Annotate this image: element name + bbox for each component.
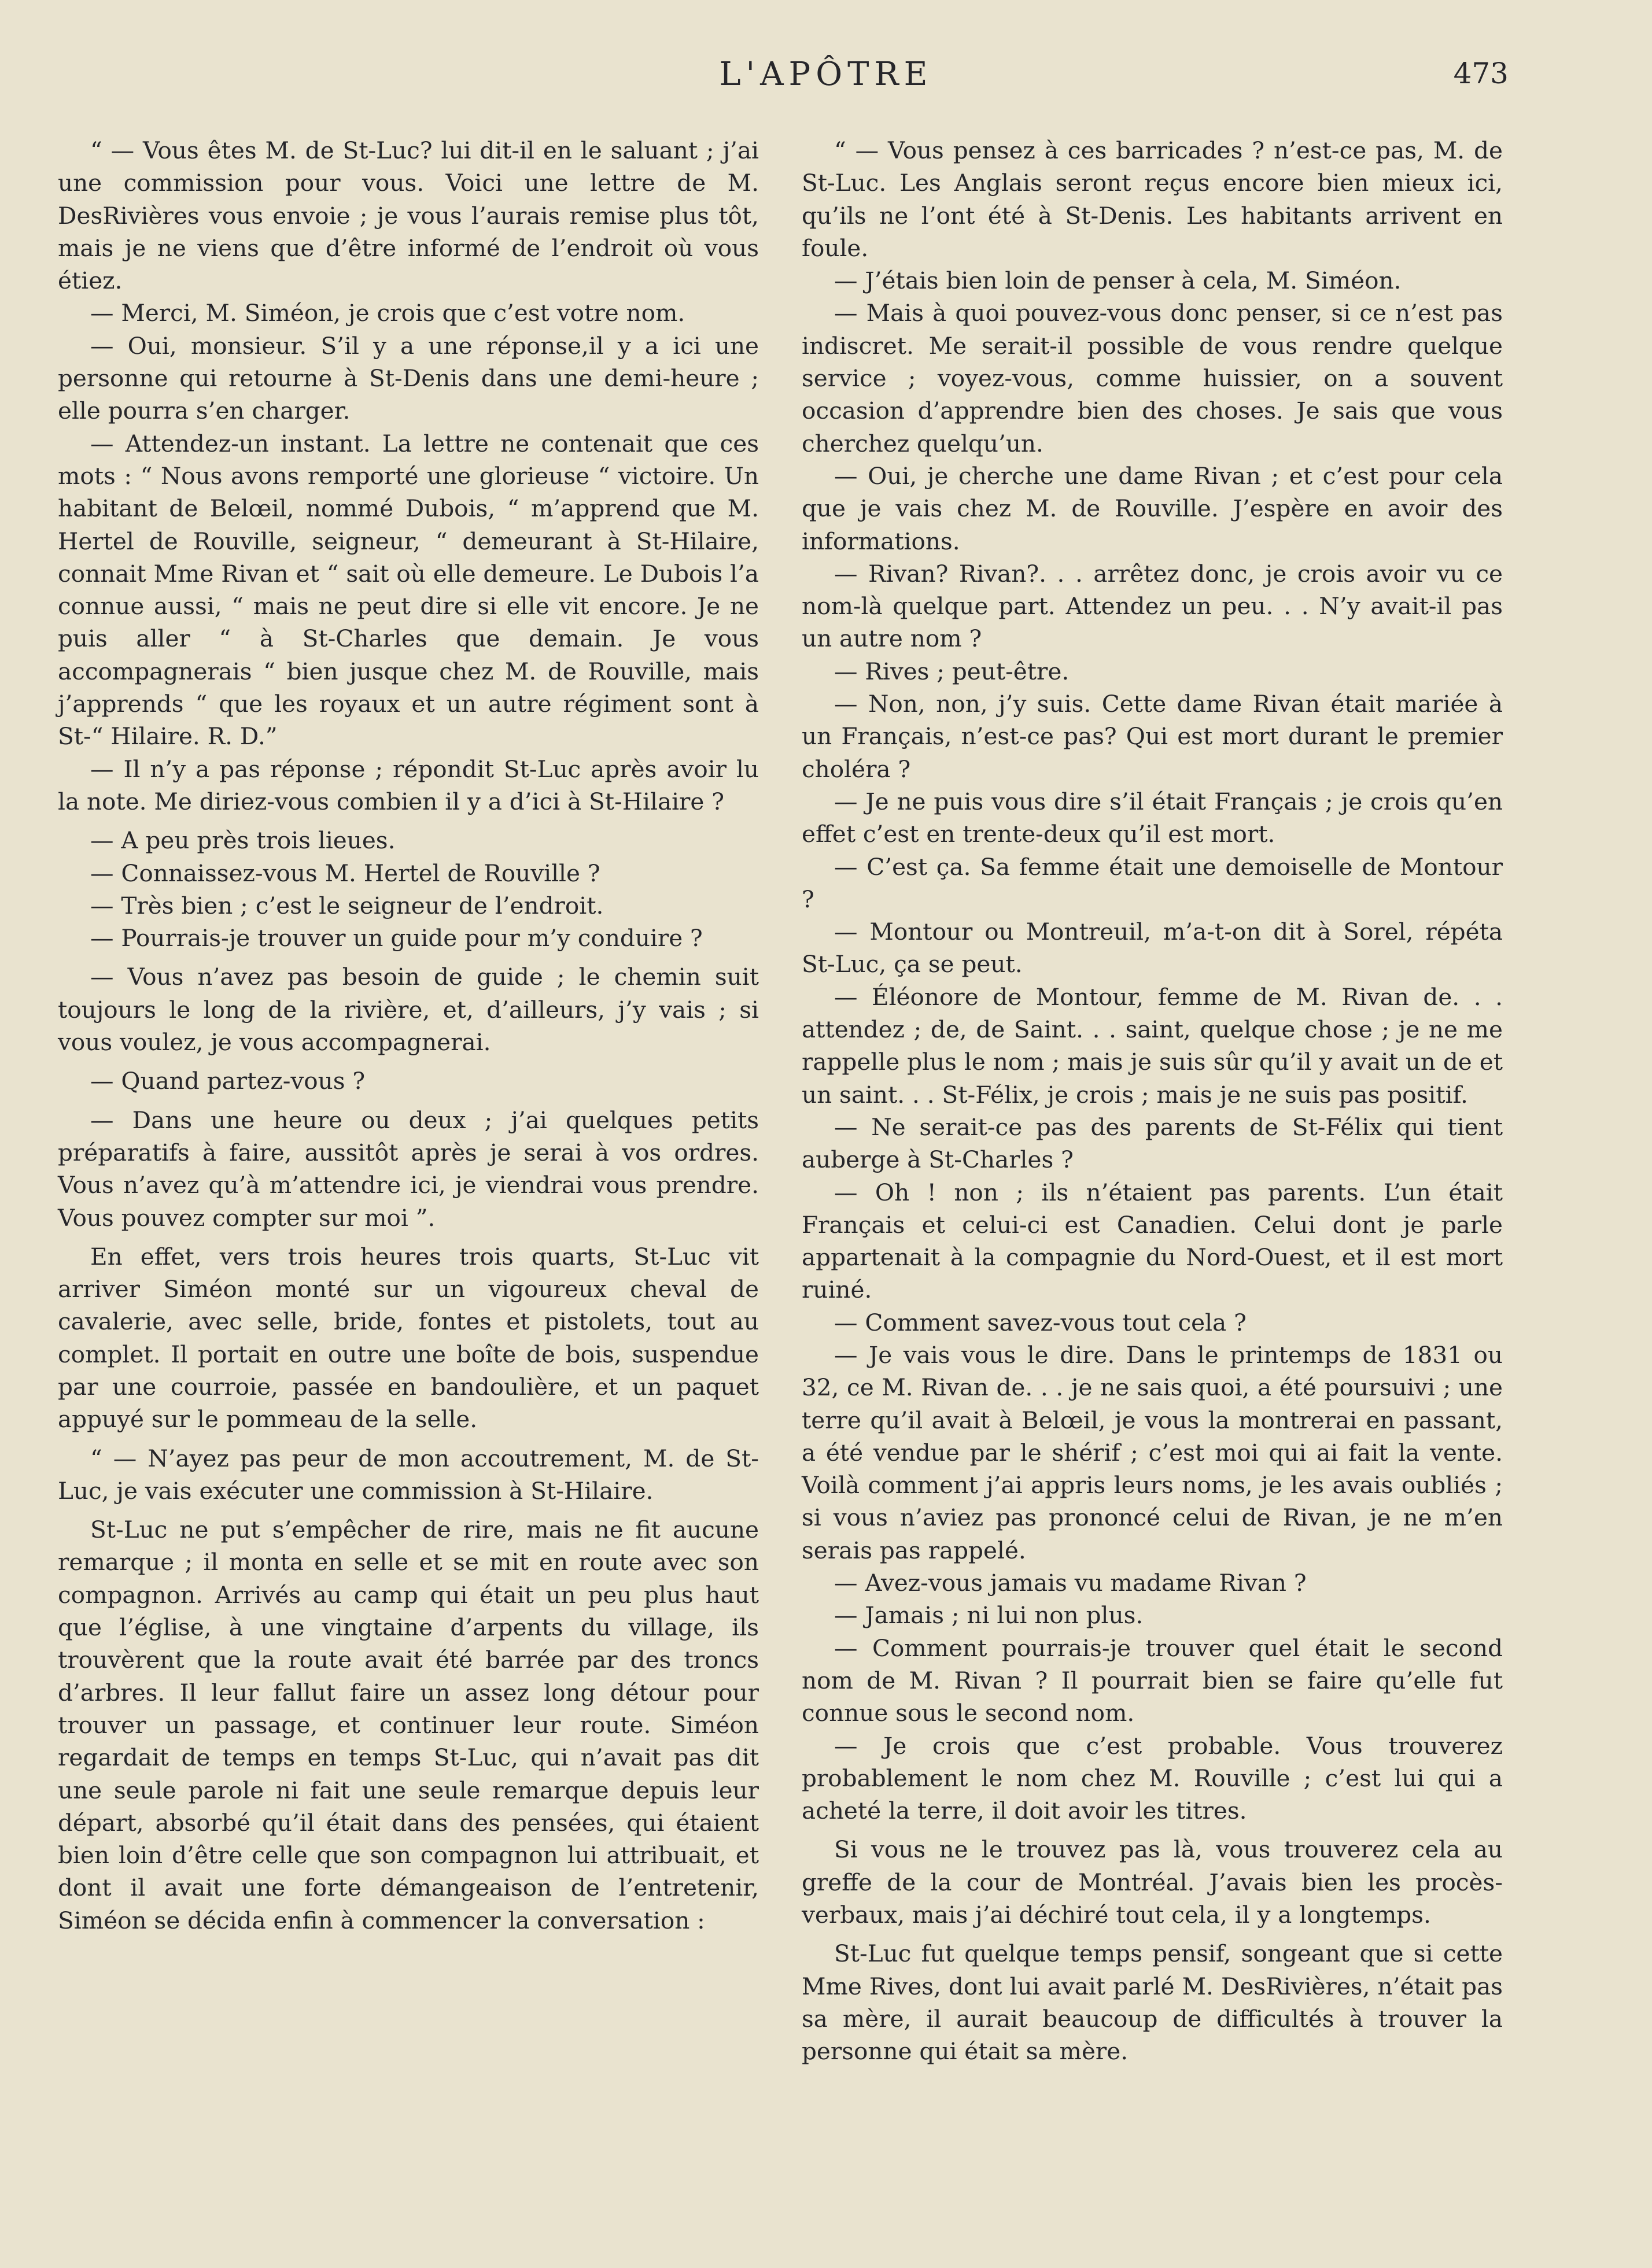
paragraph: — Attendez-un instant. La lettre ne contenait que ces mots : “ Nous avons remporté une glorieuse “ victoire. Un habitant de Belœil, nommé Dubois, “ m’apprend que M. Hertel de Rouville, seigneur, “ demeurant à St-Hilaire, connait Mme Rivan et “ sait où elle demeure. Le Dubois l’a connue aussi, “ mais ne peut dire si elle vit encore. Je ne puis aller “ à St-Charles que demain. Je vous accompagnerais “ bien jusque chez M. de Rouville, mais j’apprends “ que les royaux et un autre régiment sont à St-“ Hilaire. R. D.” bbox=[58, 429, 759, 751]
paragraph: — Connaissez-vous M. Hertel de Rouville ? bbox=[90, 859, 600, 887]
paragraph: — Merci, M. Siméon, je crois que c’est votre nom. bbox=[90, 299, 685, 327]
running-title: L'APÔTRE bbox=[719, 56, 933, 93]
paragraph: — Oui, je cherche une dame Rivan ; et c’est pour cela que je vais chez M. de Rouville. J’espère en avoir des informations. bbox=[802, 461, 1503, 555]
paragraph: Si vous ne le trouvez pas là, vous trouverez cela au greffe de la cour de Montréal. J’avais bien les procès-verbaux, mais j’ai déchiré tout cela, il y a longtemps. bbox=[802, 1835, 1503, 1929]
paragraph: — Éléonore de Montour, femme de M. Rivan de. . . attendez ; de, de Saint. . . saint, quelque chose ; je ne me rappelle plus le nom ; mais je suis sûr qu’il y avait un de et un saint. . . St-Félix, je crois ; mais je ne suis pas positif. bbox=[802, 982, 1503, 1109]
paragraph: — Il n’y a pas réponse ; répondit St-Luc après avoir lu la note. Me diriez-vous combien il y a d’ici à St-Hilaire ? bbox=[58, 755, 759, 815]
paragraph: “ — Vous pensez à ces barricades ? n’est-ce pas, M. de St-Luc. Les Anglais seront reçus encore bien mieux ici, qu’ils ne l’ont été à St-Denis. Les habitants arrivent en foule. bbox=[802, 136, 1503, 262]
paragraph: “ — Vous êtes M. de St-Luc? lui dit-il en le saluant ; j’ai une commission pour vous. Voici une lettre de M. DesRivières vous envoie ; je vous l’aurais remise plus tôt, mais je ne viens que d’être informé de l’endroit où vous étiez. bbox=[58, 136, 759, 295]
paragraph: — Très bien ; c’est le seigneur de l’endroit. bbox=[90, 891, 604, 919]
right-column bbox=[802, 134, 1503, 2068]
paragraph: — Non, non, j’y suis. Cette dame Rivan était mariée à un Français, n’est-ce pas? Qui est mort durant le premier choléra ? bbox=[802, 690, 1503, 783]
paragraph: — Montour ou Montreuil, m’a-t-on dit à Sorel, répéta St-Luc, ça se peut. bbox=[802, 918, 1503, 978]
paragraph: — Comment savez-vous tout cela ? bbox=[834, 1308, 1247, 1336]
paragraph: — C’est ça. Sa femme était une demoiselle de Montour ? bbox=[802, 852, 1503, 913]
paragraph: — Je ne puis vous dire s’il était Français ; je crois qu’en effet c’est en trente-deux qu’il est mort. bbox=[802, 787, 1503, 848]
paragraph: St-Luc ne put s’empêcher de rire, mais ne fit aucune remarque ; il monta en selle et se mit en route avec son compagnon. Arrivés au camp qui était un peu plus haut que l’église, à une vingtaine d’arpents du village, ils trouvèrent que la route avait été barrée par des troncs d’arbres. Il leur fallut faire un assez long détour pour trouver un passage, et continuer leur route. Siméon regardait de temps en temps St-Luc, qui n’avait pas dit une seule parole ni fait une seule remarque depuis leur départ, absorbé qu’il était dans des pensées, qui étaient bien loin d’être celle que son compagnon lui attribuait, et dont il avait une forte démangeaison de l’entretenir, Siméon se décida enfin à commencer la conversation : bbox=[58, 1516, 759, 1934]
page-number: 473 bbox=[1453, 57, 1509, 90]
paragraph: — Je vais vous le dire. Dans le printemps de 1831 ou 32, ce M. Rivan de. . . je ne sais quoi, a été poursuivi ; une terre qu’il avait à Belœil, je vous la montrerai en passant, a été vendue par le shérif ; c’est moi qui ai fait la vente. Voilà comment j’ai appris leurs noms, je les avais oubliés ; si vous n’aviez pas prononcé celui de Rivan, je ne m’en serais pas rappelé. bbox=[802, 1340, 1503, 1564]
paragraph: St-Luc fut quelque temps pensif, songeant que si cette Mme Rives, dont lui avait parlé M. DesRivières, n’était pas sa mère, il aurait beaucoup de difficultés à trouver la personne qui était sa mère. bbox=[802, 1940, 1503, 2066]
paragraph: — Mais à quoi pouvez-vous donc penser, si ce n’est pas indiscret. Me serait-il possible de vous rendre quelque service ; voyez-vous, comme huissier, on a souvent occasion d’apprendre bien des choses. Je sais que vous cherchez quelqu’un. bbox=[802, 299, 1503, 457]
paragraph: — Comment pourrais-je trouver quel était le second nom de M. Rivan ? Il pourrait bien se faire qu’elle fut connue sous le second nom. bbox=[802, 1634, 1503, 1727]
paragraph: — Jamais ; ni lui non plus. bbox=[834, 1601, 1144, 1630]
paragraph: “ — N’ayez pas peur de mon accoutrement, M. de St-Luc, je vais exécuter une commission à St-Hilaire. bbox=[58, 1444, 759, 1505]
paragraph: — Pourrais-je trouver un guide pour m’y conduire ? bbox=[90, 924, 703, 952]
running-head bbox=[0, 56, 1652, 102]
paragraph: — Oh ! non ; ils n’étaient pas parents. L’un était Français et celui-ci est Canadien. Celui dont je parle appartenait à la compagnie du Nord-Ouest, et il est mort ruiné. bbox=[802, 1178, 1503, 1304]
paragraph: — Je crois que c’est probable. Vous trouverez probablement le nom chez M. Rouville ; c’est lui qui a acheté la terre, il doit avoir les titres. bbox=[802, 1731, 1503, 1825]
paragraph: En effet, vers trois heures trois quarts, St-Luc vit arriver Siméon monté sur un vigoureux cheval de cavalerie, avec selle, bride, fontes et pistolets, tout au complet. Il portait en outre une boîte de bois, suspendue par une courroie, passée en bandoulière, et un paquet appuyé sur le pommeau de la selle. bbox=[58, 1242, 759, 1434]
left-column bbox=[58, 134, 759, 1937]
paragraph: — Dans une heure ou deux ; j’ai quelques petits préparatifs à faire, aussitôt après je serai à vos ordres. Vous n’avez qu’à m’attendre ici, je viendrai vous prendre. Vous pouvez compter sur moi ”. bbox=[58, 1106, 759, 1232]
paragraph: — J’étais bien loin de penser à cela, M. Siméon. bbox=[834, 267, 1402, 295]
paragraph: — A peu près trois lieues. bbox=[90, 826, 396, 855]
paragraph: — Rivan? Rivan?. . . arrêtez donc, je crois avoir vu ce nom-là quelque part. Attendez un peu. . . N’y avait-il pas un autre nom ? bbox=[802, 559, 1503, 653]
paragraph: — Avez-vous jamais vu madame Rivan ? bbox=[834, 1569, 1307, 1597]
paragraph: — Quand partez-vous ? bbox=[90, 1067, 366, 1095]
paragraph: — Oui, monsieur. S’il y a une réponse,il y a ici une personne qui retourne à St-Denis dans une demi-heure ; elle pourra s’en charger. bbox=[58, 331, 759, 425]
paragraph: — Vous n’avez pas besoin de guide ; le chemin suit toujours le long de la rivière, et, d’ailleurs, j’y vais ; si vous voulez, je vous accompagnerai. bbox=[58, 963, 759, 1057]
paragraph: — Rives ; peut-être. bbox=[834, 657, 1070, 685]
paragraph: — Ne serait-ce pas des parents de St-Félix qui tient auberge à St-Charles ? bbox=[802, 1113, 1503, 1174]
